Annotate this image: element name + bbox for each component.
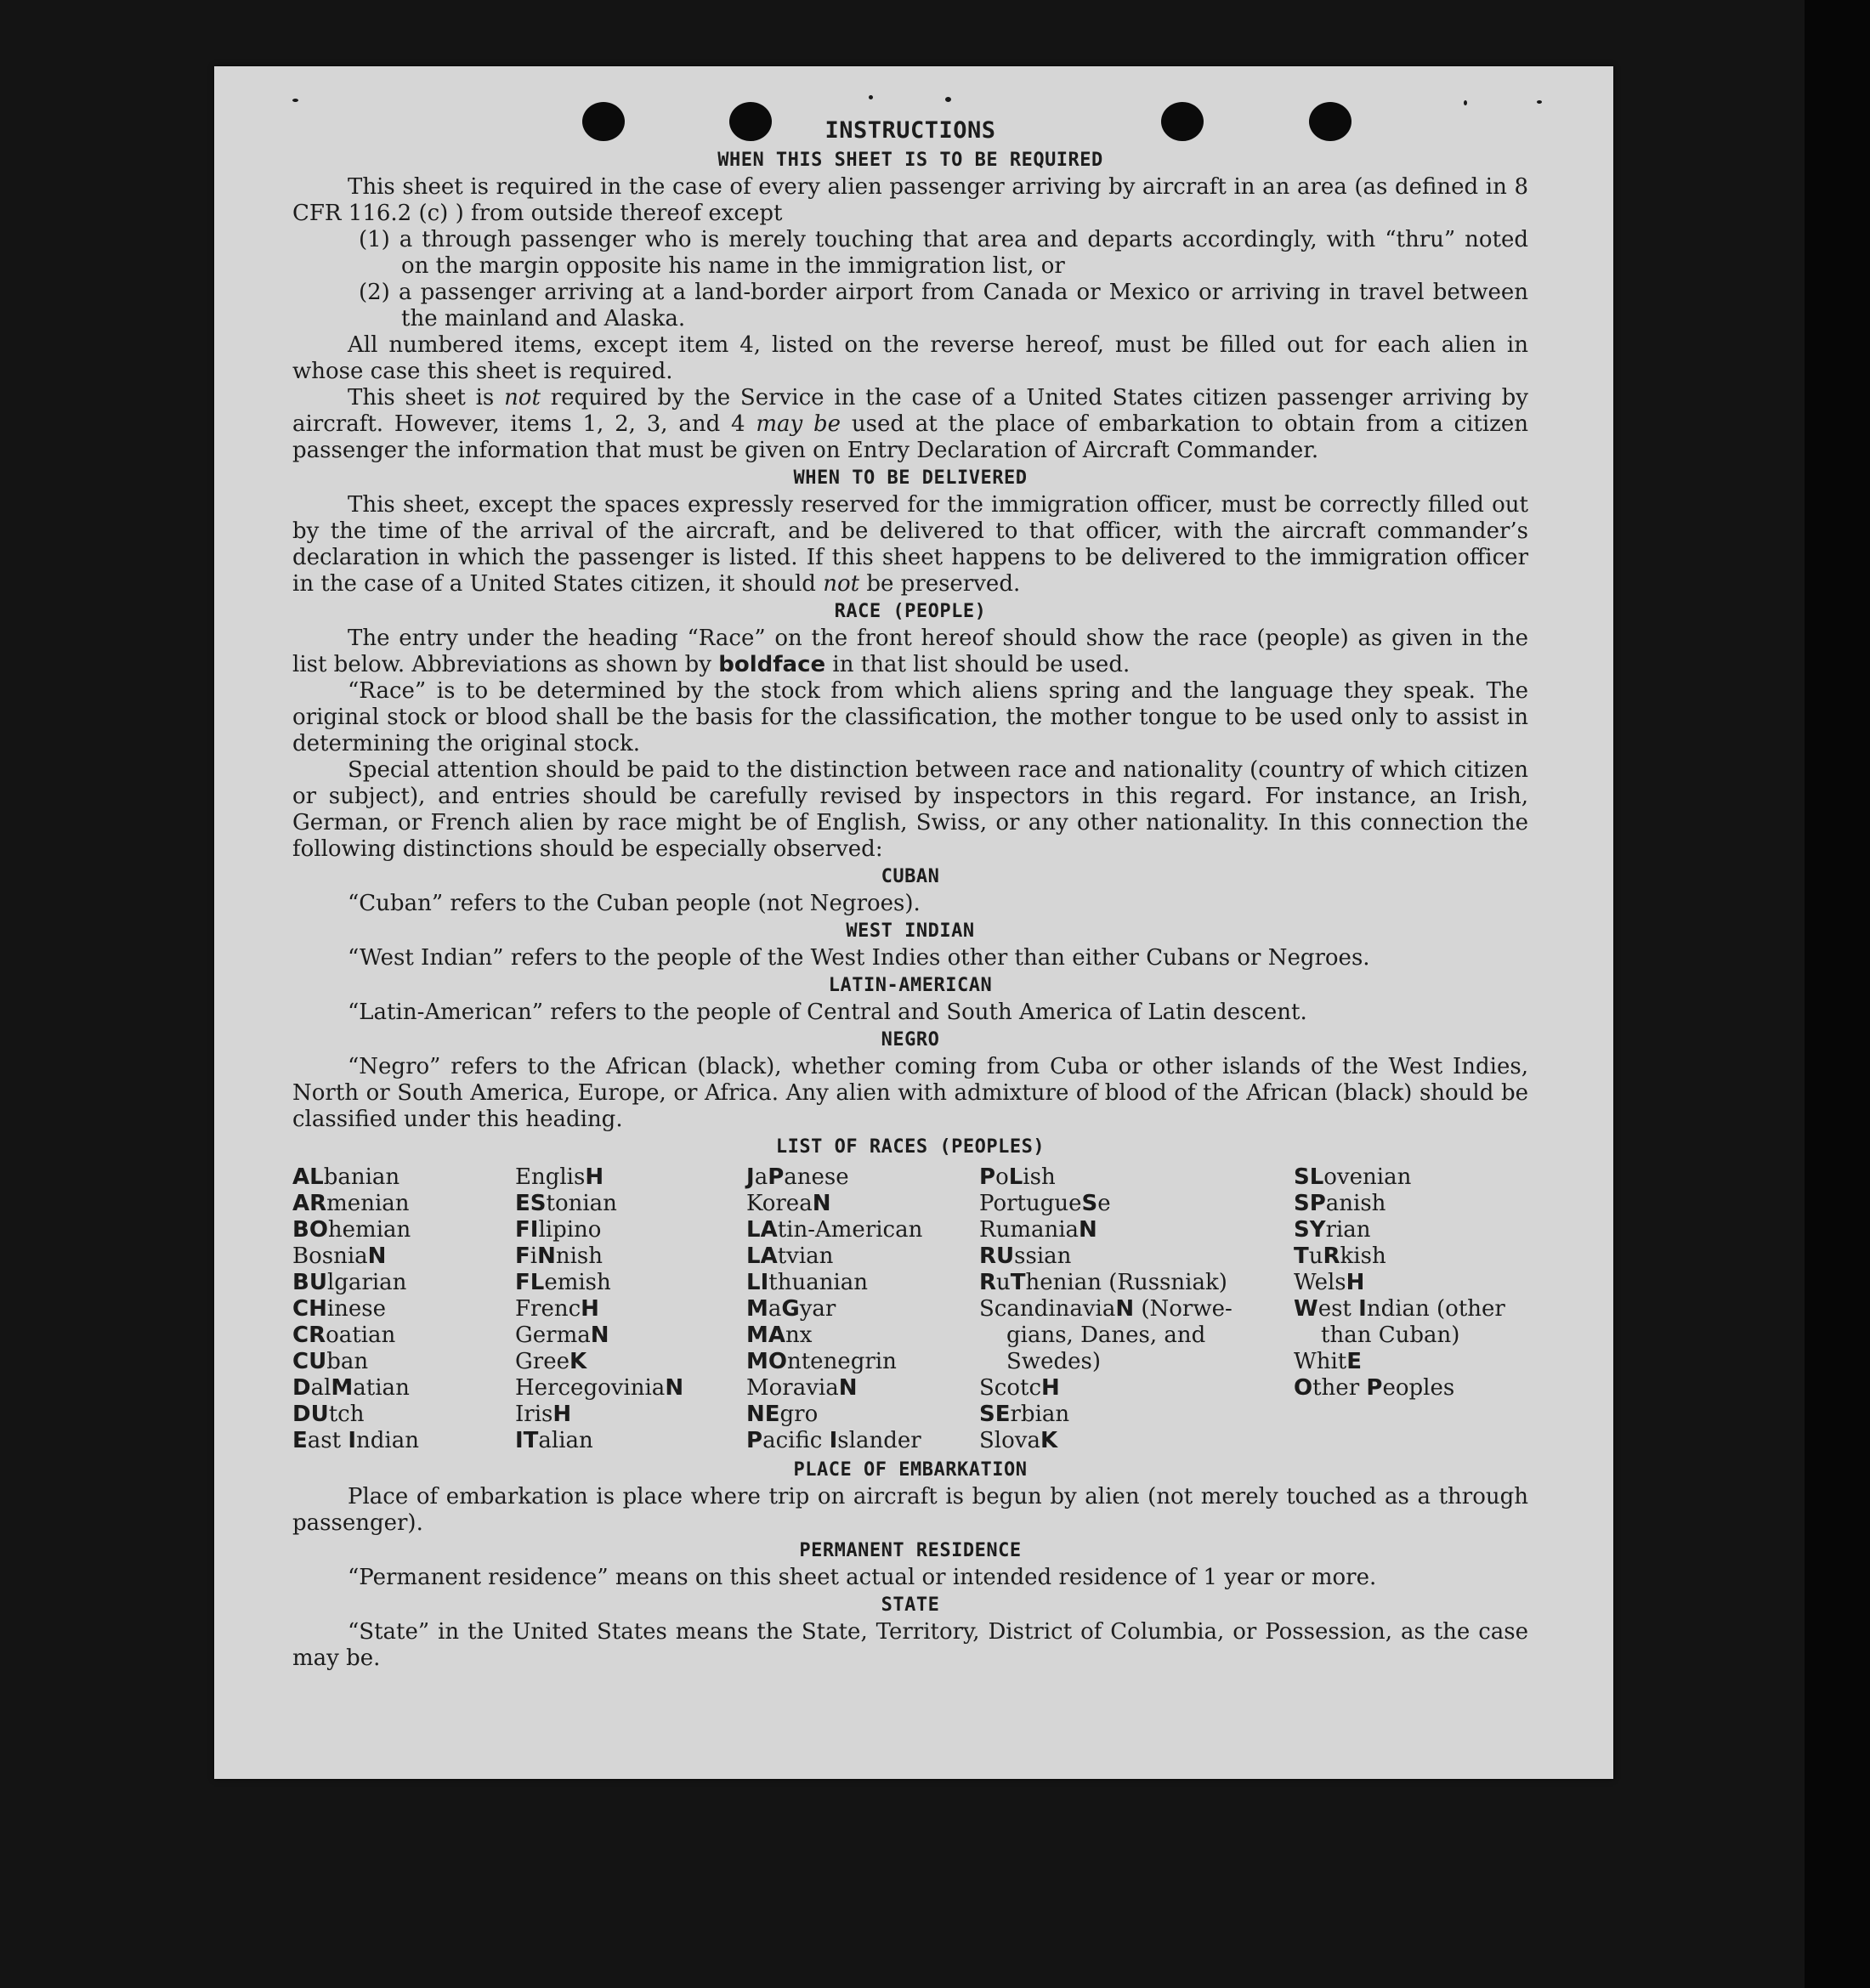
instructions-body xyxy=(292,116,1528,1672)
race-entry xyxy=(292,1217,515,1243)
race-text: rian xyxy=(1325,1217,1371,1243)
race-text: Korea xyxy=(746,1191,813,1216)
race-text: emish xyxy=(544,1270,611,1295)
race-entry xyxy=(515,1428,746,1454)
race-entry xyxy=(979,1323,1294,1349)
race-abbreviation: DU xyxy=(292,1402,329,1427)
text-run: be preserved. xyxy=(859,571,1021,597)
race-abbreviation: SE xyxy=(979,1402,1011,1427)
race-abbreviation: LI xyxy=(746,1270,769,1295)
paragraph: Special attention should be paid to the distinction between race and nationality (country of which citizen or subject), and entries should be carefully revised by inspectors in this regard. For instance, an Irish, German, or French alien by race might be of English, Swiss, or any other nationality. In this connection the following distinctions should be especially observed: xyxy=(292,757,1528,862)
race-abbreviation: P xyxy=(1366,1375,1383,1401)
race-entry xyxy=(292,1191,515,1217)
race-abbreviation: LA xyxy=(746,1217,778,1243)
race-abbreviation: RU xyxy=(979,1243,1015,1269)
race-text: Gree xyxy=(515,1349,570,1374)
race-text: Slova xyxy=(979,1428,1040,1453)
race-entry xyxy=(292,1402,515,1428)
race-abbreviation: AL xyxy=(292,1164,324,1190)
race-abbreviation: D xyxy=(292,1375,311,1401)
race-text: rbian xyxy=(1010,1402,1070,1427)
race-entry xyxy=(1294,1323,1528,1349)
race-abbreviation: E xyxy=(1346,1349,1362,1374)
race-text: kish xyxy=(1340,1243,1386,1269)
section-heading: NEGRO xyxy=(881,1029,940,1051)
race-entry xyxy=(746,1375,979,1402)
race-text: alian xyxy=(538,1428,593,1453)
section-heading: CUBAN xyxy=(881,866,940,887)
race-text: e xyxy=(1097,1191,1111,1216)
race-abbreviation: P xyxy=(979,1164,996,1190)
paragraph: “Race” is to be determined by the stock from which aliens spring and the language they speak. The original stock or blood shall be the basis for the classification, the mother tongue to be used only to assist in determining the original stock. xyxy=(292,678,1528,756)
paragraph xyxy=(292,385,1528,464)
list-item: (1) a through passenger who is merely touching that area and departs accordingly, with “thru” noted on the margin opposite his name in the immigration list, or xyxy=(359,227,1528,279)
race-text: al xyxy=(310,1375,332,1401)
race-text: Swedes) xyxy=(1006,1349,1101,1374)
race-abbreviation: NE xyxy=(746,1402,780,1427)
bold-text: boldface xyxy=(718,652,826,677)
race-text: Frenc xyxy=(515,1296,581,1322)
race-entry xyxy=(292,1164,515,1191)
scan-edge xyxy=(1805,0,1870,1988)
race-text: slander xyxy=(837,1428,921,1453)
race-text: Germa xyxy=(515,1323,591,1348)
race-entry xyxy=(979,1243,1294,1270)
race-text: ovenian xyxy=(1323,1164,1412,1190)
race-text: gians, Danes, and xyxy=(1006,1323,1206,1348)
section-heading: PLACE OF EMBARKATION xyxy=(793,1459,1028,1481)
race-abbreviation: LA xyxy=(746,1243,778,1269)
race-text: ntenegrin xyxy=(786,1349,897,1374)
race-abbreviation: J xyxy=(746,1164,755,1190)
race-abbreviation: I xyxy=(348,1428,357,1453)
race-abbreviation: H xyxy=(552,1402,572,1427)
race-abbreviation: N xyxy=(812,1191,831,1216)
race-text: o xyxy=(995,1164,1009,1190)
race-text: est xyxy=(1318,1296,1359,1322)
race-entry xyxy=(979,1296,1294,1323)
race-abbreviation: S xyxy=(1081,1191,1098,1216)
race-text: ndian xyxy=(356,1428,419,1453)
race-entry xyxy=(979,1270,1294,1296)
race-text: tvian xyxy=(777,1243,834,1269)
race-abbreviation: O xyxy=(1294,1375,1313,1401)
race-abbreviation: E xyxy=(292,1428,308,1453)
race-text: Portugue xyxy=(979,1191,1082,1216)
paragraph: “Negro” refers to the African (black), whether coming from Cuba or other islands of the West Indies, North or South America, Europe, or Africa. Any alien with admixture of blood of the African (black) should be classified under this heading. xyxy=(292,1054,1528,1132)
race-entry xyxy=(1294,1349,1528,1375)
paragraph: “State” in the United States means the State, Territory, District of Columbia, or Possession, as the case may be. xyxy=(292,1619,1528,1671)
speck xyxy=(292,99,298,102)
race-abbreviation: H xyxy=(585,1164,604,1190)
race-abbreviation: N xyxy=(367,1243,387,1269)
race-abbreviation: CH xyxy=(292,1296,327,1322)
race-entry xyxy=(746,1243,979,1270)
paragraph: “West Indian” refers to the people of the West Indies other than either Cubans or Negroes. xyxy=(348,945,1370,971)
race-text: u xyxy=(996,1270,1011,1295)
race-entry xyxy=(1294,1217,1528,1243)
text-run: used at the place of embarkation to obtain from a citizen passenger the information that must be given on Entry Declaration of Aircraft Commander. xyxy=(292,411,1529,463)
paragraph: Place of embarkation is place where trip on aircraft is begun by alien (not merely touched as a through passenger). xyxy=(292,1484,1528,1536)
race-entry xyxy=(1294,1164,1528,1191)
race-text: ast xyxy=(307,1428,348,1453)
race-text: thuanian xyxy=(768,1270,868,1295)
race-entry xyxy=(292,1243,515,1270)
race-entry xyxy=(292,1428,515,1454)
race-entry xyxy=(515,1402,746,1428)
speck xyxy=(869,95,873,99)
race-entry xyxy=(1294,1243,1528,1270)
race-entry xyxy=(979,1428,1294,1454)
race-text: u xyxy=(1308,1243,1323,1269)
race-abbreviation: FL xyxy=(515,1270,545,1295)
race-text: banian xyxy=(323,1164,400,1190)
race-abbreviation: SY xyxy=(1294,1217,1326,1243)
race-entry xyxy=(515,1164,746,1191)
race-entry xyxy=(292,1323,515,1349)
document-page xyxy=(214,66,1613,1779)
race-entry xyxy=(292,1296,515,1323)
race-entry xyxy=(746,1191,979,1217)
race-text: oatian xyxy=(326,1323,396,1348)
race-text: than Cuban) xyxy=(1321,1323,1460,1348)
emphasis: may be xyxy=(756,411,842,437)
race-abbreviation: R xyxy=(1323,1243,1340,1269)
text-run: This sheet is xyxy=(348,385,505,411)
race-abbreviation: F xyxy=(515,1243,530,1269)
section-heading: WHEN THIS SHEET IS TO BE REQUIRED xyxy=(717,150,1103,171)
race-abbreviation: N xyxy=(590,1323,609,1348)
race-abbreviation: CR xyxy=(292,1323,326,1348)
race-abbreviation: L xyxy=(1008,1164,1023,1190)
race-entry xyxy=(979,1349,1294,1375)
race-entry xyxy=(515,1270,746,1296)
race-text: Rumania xyxy=(979,1217,1080,1243)
emphasis: not xyxy=(504,385,541,411)
race-entry xyxy=(515,1323,746,1349)
race-text: nx xyxy=(785,1323,813,1348)
race-abbreviation: H xyxy=(1346,1270,1365,1295)
race-abbreviation: SP xyxy=(1294,1191,1326,1216)
race-entry xyxy=(1294,1296,1528,1323)
race-abbreviation: P xyxy=(746,1428,763,1453)
race-entry xyxy=(746,1349,979,1375)
race-text: ndian (other xyxy=(1366,1296,1505,1322)
text-run: required by the Service in the case of a United States citizen passenger arriving by aircraft. However, items 1, 2, 3, and 4 xyxy=(292,385,1528,437)
race-entry xyxy=(746,1323,979,1349)
race-entry xyxy=(515,1375,746,1402)
race-text: Scandinavia xyxy=(979,1296,1116,1322)
race-column xyxy=(746,1164,979,1454)
race-column xyxy=(979,1164,1294,1454)
paragraph: “Cuban” refers to the Cuban people (not Negroes). xyxy=(348,891,921,916)
race-abbreviation: G xyxy=(781,1296,800,1322)
section-heading: LIST OF RACES (PEOPLES) xyxy=(775,1136,1046,1158)
race-entry xyxy=(515,1243,746,1270)
race-text: nish xyxy=(555,1243,604,1269)
race-text: Bosnia xyxy=(292,1243,368,1269)
paragraph: All numbered items, except item 4, listed on the reverse hereof, must be filled out for each alien in whose case this sheet is required. xyxy=(292,332,1528,384)
race-text: ban xyxy=(326,1349,369,1374)
race-text: ssian xyxy=(1014,1243,1072,1269)
race-text: yar xyxy=(799,1296,836,1322)
race-abbreviation: H xyxy=(581,1296,599,1322)
race-entry xyxy=(746,1296,979,1323)
speck xyxy=(1464,100,1467,105)
section-heading: LATIN-AMERICAN xyxy=(828,975,993,996)
text-run: This sheet, except the spaces expressly reserved for the immigration officer, must be correctly filled out by the time of the arrival of the aircraft, and be delivered to that officer, with the aircraft commander’s declaration in which the passenger is listed. If this sheet happens to be delivered to the immigration officer in the case of a United States citizen, it should xyxy=(292,492,1528,597)
race-text: Wels xyxy=(1294,1270,1346,1295)
race-entry xyxy=(1294,1375,1528,1402)
race-text: anese xyxy=(784,1164,849,1190)
race-abbreviation: N xyxy=(665,1375,684,1401)
race-abbreviation: N xyxy=(1079,1217,1097,1243)
section-heading: WHEN TO BE DELIVERED xyxy=(793,467,1028,489)
paragraph: “Permanent residence” means on this sheet actual or intended residence of 1 year or more. xyxy=(348,1565,1377,1590)
race-abbreviation: MA xyxy=(746,1323,785,1348)
race-abbreviation: I xyxy=(829,1428,838,1453)
race-abbreviation: W xyxy=(1294,1296,1318,1322)
race-text: Englis xyxy=(515,1164,586,1190)
text-run: The entry under the heading “Race” on the front hereof should show the race (people) as given in the list below. Abbreviations as shown by xyxy=(292,626,1528,677)
race-abbreviation: FI xyxy=(515,1217,539,1243)
race-abbreviation: IT xyxy=(515,1428,539,1453)
race-entry xyxy=(746,1270,979,1296)
race-text: Iris xyxy=(515,1402,553,1427)
paragraph: This sheet is required in the case of every alien passenger arriving by aircraft in an area (as defined in 8 CFR 116.2 (c) ) from outside thereof except xyxy=(292,174,1528,226)
race-text: anish xyxy=(1325,1191,1386,1216)
race-abbreviation: R xyxy=(979,1270,997,1295)
race-abbreviation: N xyxy=(1115,1296,1135,1322)
race-column xyxy=(515,1164,746,1454)
section-heading: STATE xyxy=(881,1594,940,1616)
race-text: tin-American xyxy=(777,1217,923,1243)
race-text: menian xyxy=(326,1191,410,1216)
race-text: lipino xyxy=(538,1217,602,1243)
race-text: acific xyxy=(762,1428,830,1453)
race-text: a xyxy=(754,1164,768,1190)
race-text: hemian xyxy=(327,1217,411,1243)
race-entry xyxy=(515,1191,746,1217)
race-text: inese xyxy=(326,1296,387,1322)
section-heading: PERMANENT RESIDENCE xyxy=(799,1540,1022,1561)
race-entry xyxy=(1294,1270,1528,1296)
race-entry xyxy=(746,1428,979,1454)
race-entry xyxy=(292,1375,515,1402)
race-abbreviation: N xyxy=(838,1375,858,1401)
race-entry xyxy=(1294,1191,1528,1217)
emphasis: not xyxy=(823,571,860,597)
race-entry xyxy=(292,1270,515,1296)
race-abbreviation: K xyxy=(1040,1428,1058,1453)
race-abbreviation: N xyxy=(537,1243,556,1269)
paragraph xyxy=(292,626,1528,678)
race-abbreviation: M xyxy=(746,1296,768,1322)
section-heading: WEST INDIAN xyxy=(846,920,975,942)
race-entry xyxy=(515,1349,746,1375)
race-column xyxy=(1294,1164,1528,1454)
list-item: (2) a passenger arriving at a land-border airport from Canada or Mexico or arriving in travel between the mainland and Alaska. xyxy=(359,280,1528,331)
race-abbreviation: K xyxy=(569,1349,587,1374)
race-abbreviation: H xyxy=(1041,1375,1060,1401)
race-abbreviation: CU xyxy=(292,1349,327,1374)
race-entry xyxy=(746,1164,979,1191)
race-entry xyxy=(979,1191,1294,1217)
page-title: INSTRUCTIONS xyxy=(824,117,996,144)
race-text: a xyxy=(768,1296,782,1322)
text-run: in that list should be used. xyxy=(825,652,1130,677)
race-text: Moravia xyxy=(746,1375,839,1401)
paragraph xyxy=(292,492,1528,598)
race-entry xyxy=(746,1402,979,1428)
race-list xyxy=(292,1164,1528,1454)
race-text: tch xyxy=(328,1402,365,1427)
race-text: eoples xyxy=(1382,1375,1455,1401)
race-abbreviation: BU xyxy=(292,1270,327,1295)
race-text: tonian xyxy=(546,1191,617,1216)
section-heading: RACE (PEOPLE) xyxy=(834,601,987,622)
race-abbreviation: M xyxy=(331,1375,354,1401)
race-abbreviation: AR xyxy=(292,1191,327,1216)
race-entry xyxy=(979,1375,1294,1402)
race-abbreviation: T xyxy=(1294,1243,1309,1269)
race-text: Whit xyxy=(1294,1349,1347,1374)
race-abbreviation: P xyxy=(768,1164,785,1190)
speck xyxy=(1537,100,1542,104)
race-text: Hercegovinia xyxy=(515,1375,666,1401)
race-entry xyxy=(979,1217,1294,1243)
race-text: lgarian xyxy=(326,1270,407,1295)
race-text: (Norwe- xyxy=(1134,1296,1232,1322)
race-abbreviation: I xyxy=(1358,1296,1367,1322)
race-column xyxy=(292,1164,515,1454)
race-entry xyxy=(292,1349,515,1375)
speck xyxy=(945,97,951,102)
race-abbreviation: T xyxy=(1010,1270,1026,1295)
paragraph: “Latin-American” refers to the people of Central and South America of Latin descent. xyxy=(348,1000,1307,1025)
race-abbreviation: ES xyxy=(515,1191,547,1216)
race-entry xyxy=(515,1296,746,1323)
race-abbreviation: MO xyxy=(746,1349,787,1374)
race-abbreviation: BO xyxy=(292,1217,328,1243)
race-entry xyxy=(515,1217,746,1243)
race-text: i xyxy=(530,1243,538,1269)
race-text: henian (Russniak) xyxy=(1025,1270,1227,1295)
race-entry xyxy=(979,1164,1294,1191)
race-abbreviation: SL xyxy=(1294,1164,1324,1190)
race-text: ther xyxy=(1312,1375,1367,1401)
race-entry xyxy=(979,1402,1294,1428)
race-text: atian xyxy=(353,1375,410,1401)
race-text: ish xyxy=(1023,1164,1056,1190)
race-text: gro xyxy=(779,1402,819,1427)
race-text: Scotc xyxy=(979,1375,1042,1401)
race-entry xyxy=(746,1217,979,1243)
